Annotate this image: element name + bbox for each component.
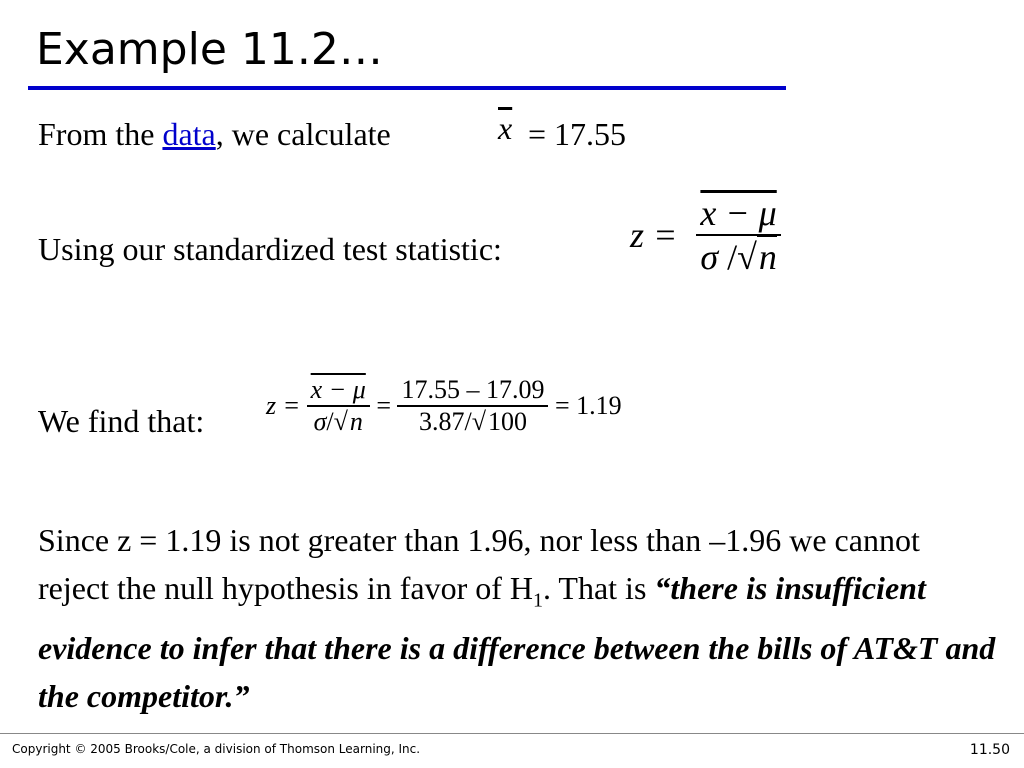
slide-number: 11.50 — [969, 742, 1010, 758]
footer-divider — [0, 733, 1024, 734]
data-link[interactable]: data — [162, 116, 216, 152]
statistic-label: Using our standardized test statistic: — [38, 231, 502, 267]
find-label: We find that: — [38, 403, 205, 439]
copyright-text: Copyright © 2005 Brooks/Cole, a division of Thomson Learning, Inc. — [12, 742, 421, 756]
xbar-symbol: $\overline{x}$ — [498, 110, 513, 146]
slide-title: Example 11.2… — [36, 24, 383, 75]
conclusion-paragraph: Since z = 1.19 is not greater than 1.96, nor less than –1.96 we cannot reject the null hypothesis in favor of $H_1$. That is “there is insufficient evidence to infer that there is a difference between the bills of AT&T and the competitor.” — [38, 522, 996, 715]
calc-pre: From the — [38, 116, 163, 152]
conclusion-quote: “there is insufficient evidence to infer that there is a difference between the bills of AT&T and the competitor.” — [38, 570, 996, 715]
z-formula: z = $\frac{x - \mu}{\sigma /√n}$ — [630, 192, 781, 278]
calc-line — [38, 114, 391, 154]
title-underline — [28, 86, 786, 90]
xbar-value: = 17.55 — [528, 116, 627, 152]
z-computation: z = $\frac{x - \mu}{\sigma/√n}$ = $\frac{17.55 - 17.09}{3.87/√100}$ = 1.19 — [266, 375, 622, 436]
calc-post: , we calculate — [215, 116, 391, 152]
